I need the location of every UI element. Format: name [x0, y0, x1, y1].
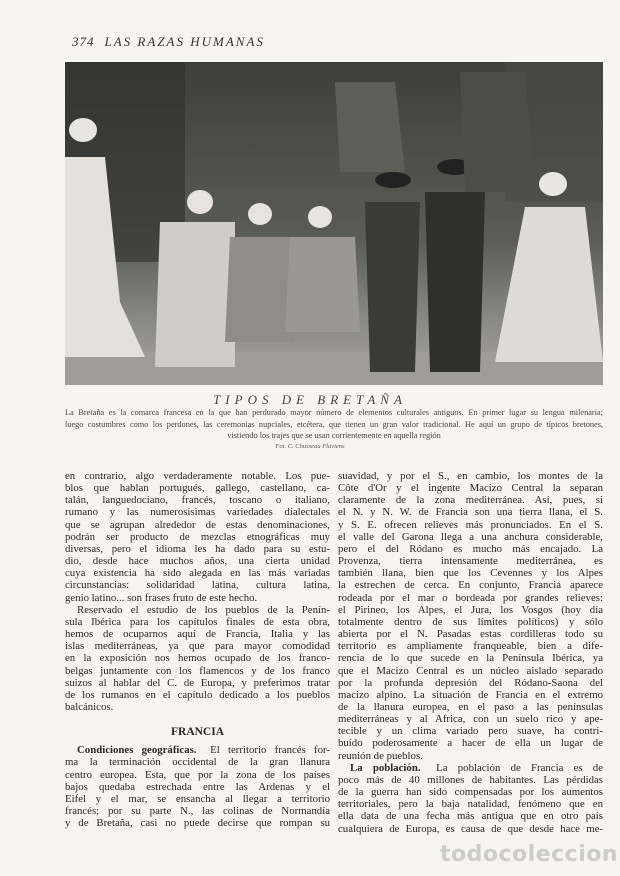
text-line: rumano y las numerosísimas variedades dialectales: [65, 506, 330, 519]
text-line: balcánicos.: [65, 700, 114, 713]
text-line: talán, languedociano, francés, toscano o italiano,: [65, 494, 330, 507]
text-line: territorio es ampliamente franqueable, bien a dife-: [338, 640, 603, 653]
photo-illustration: [65, 62, 603, 385]
text-line: totalmente dentro de sus límites políticos) y sólo: [338, 615, 603, 628]
text-line: rodeada por el mar o bordeada por grandes relieves:: [338, 591, 603, 604]
text-line: Côte d'Or y el ingente Macizo Central la separan: [338, 482, 603, 495]
text-line: El territorio francés for-: [210, 744, 331, 757]
text-line: tecible y un clima variado pero suave, ha contri-: [338, 725, 603, 738]
text-line: la estrechen de cerca. En conjunto, Francia aparece: [338, 579, 603, 592]
caption-line: luego costumbres como los perdones, las ceremonias nupciales, etcétera, que tienen un gran valor tradicional. He aquí un grupo de típicos bretones,: [65, 419, 603, 429]
text-line: islas mediterráneas, ya que para mayor comodidad: [65, 640, 330, 653]
text-line: por la profunda depresión del Ródano-Saona del: [338, 676, 603, 689]
text-line: y S. E. ofrecen relieves más pronunciados. En el S.: [338, 518, 603, 531]
right-column: [338, 470, 603, 835]
text-line: hemos de ocuparnos aquí de Francia, Italia y las: [65, 628, 330, 641]
text-line: que se agrupan alrededor de estas denominaciones,: [65, 518, 330, 531]
running-title: LAS RAZAS HUMANAS: [104, 34, 265, 49]
text-line: el N. y N. W. de Francia son una tierra llana, el S.: [338, 506, 603, 519]
text-line: y de Bretaña, casi no puede decirse que rompan su: [65, 817, 330, 830]
text-line: de los rumanos en el capítulo dedicado a los pueblos: [65, 688, 330, 701]
text-line: circunstancias: solidaridad latina, cultura latina,: [65, 579, 330, 592]
text-line: suavidad, y por el S., en cambio, los montes de la: [338, 470, 603, 482]
text-line: francés; por su parte N., las colinas de Normandía: [65, 805, 330, 818]
left-column: [65, 470, 330, 829]
text-line: Provenza, tierra intensamente mediterránea, es: [338, 555, 603, 568]
text-line: claramente de la zona mediterránea. Así, pues, si: [338, 494, 603, 507]
text-line: pero el del Ródano es mucho más encajado. La: [338, 542, 603, 555]
photograph-breton-group: [65, 62, 603, 385]
caption-line: vistiendo los trajes que se usan corrientemente en aquella región: [227, 431, 441, 440]
running-header: [72, 34, 265, 50]
text-line: cualquiera de Europa, es causa de que desde hace me-: [338, 822, 603, 835]
text-line: blos que hablan portugués, gallego, castellano, ca-: [65, 482, 330, 495]
text-line: rencia de lo que sucede en la Península Ibérica, ya: [338, 652, 603, 665]
page-number: 374: [72, 34, 95, 49]
figure-title: TIPOS DE BRETAÑA: [213, 392, 407, 407]
paragraph-lead: [338, 762, 603, 774]
text-line: de la guerra han sido compensadas por los aumentos: [338, 786, 603, 799]
photo-credit: Fot. C. Chusseau Flaviens: [275, 443, 345, 450]
subheading: La población.: [350, 761, 421, 774]
watermark: todocoleccion: [440, 842, 619, 867]
text-line: también llana, bien que los Cevennes y los Alpes: [338, 567, 603, 580]
text-line: mediterráneas y al Africa, con un suelo rico y ape-: [338, 713, 603, 726]
text-line: diversas, pero el idioma les ha dado para su estu-: [65, 542, 330, 555]
text-line: sula Ibérica para los capítulos finales de esta obra,: [65, 615, 330, 628]
text-line: de la llanura europea, en el paso a las penínsulas: [338, 700, 603, 713]
text-line: que el Macizo Central es un núcleo aislado separado: [338, 664, 603, 677]
text-line: suizos al hablar del C. de Europa, y preferimos tratar: [65, 676, 330, 689]
section-heading: FRANCIA: [170, 726, 225, 739]
text-line: en contrario, algo verdaderamente notable. Los pue-: [65, 470, 330, 482]
text-line: reunión de pueblos.: [338, 749, 423, 762]
text-line: cuya existencia ha sido alegada en las más variadas: [65, 567, 330, 580]
text-line: ma la terminación occidental de la gran llanura: [65, 756, 330, 769]
text-line: genio latino... son frases fruto de este hecho.: [65, 591, 258, 604]
text-line: ella data de una fecha más antigua que en otro país: [338, 810, 603, 823]
text-line: dio, desde hace muchos años, una cierta unidad: [65, 555, 330, 568]
text-line: Reservado el estudio de los pueblos de la Penín-: [77, 603, 330, 616]
subheading: Condiciones geográficas.: [77, 744, 197, 757]
text-line: podrán ser producto de mezclas etnográficas muy: [65, 530, 330, 543]
text-line: La población de Francia es de: [436, 761, 603, 774]
text-line: el Pirineo, los Alpes, el Jura, los Vosgos (hoy día: [338, 603, 603, 616]
text-line: territoriales, pero la baja natalidad, fenómeno que en: [338, 798, 603, 811]
figure-caption: [65, 407, 603, 442]
text-line: abierta por el N. Pasadas estas cordilleras todo su: [338, 628, 603, 641]
text-line: Eifel y el mar, se ensancha al llegar a territorio: [65, 792, 330, 805]
text-line: belgas juntamente con los flamencos y de los franco: [65, 664, 330, 677]
text-line: en la exposición nos hemos ocupado de los franco-: [65, 652, 330, 665]
text-line: centro europea. Esta, que por la zona de los países: [65, 768, 330, 781]
text-line: bajos quedaba estrechada entre las Ardenas y el: [65, 780, 330, 793]
paragraph-lead: [65, 744, 330, 756]
caption-line: La Bretaña es la comarca francesa en la que han perdurado mayor número de elementos culturales antiguos. En primer lugar su lengua milenaria;: [65, 408, 603, 417]
text-line: buído poderosamente a hacer de ella un lugar de: [338, 737, 603, 750]
text-line: el valle del Garona llega a una anchura considerable,: [338, 530, 603, 543]
text-line: macizo alpino. La situación de Francia en el extremo: [338, 688, 603, 701]
text-line: poco más de 40 millones de habitantes. Las pérdidas: [338, 773, 603, 786]
